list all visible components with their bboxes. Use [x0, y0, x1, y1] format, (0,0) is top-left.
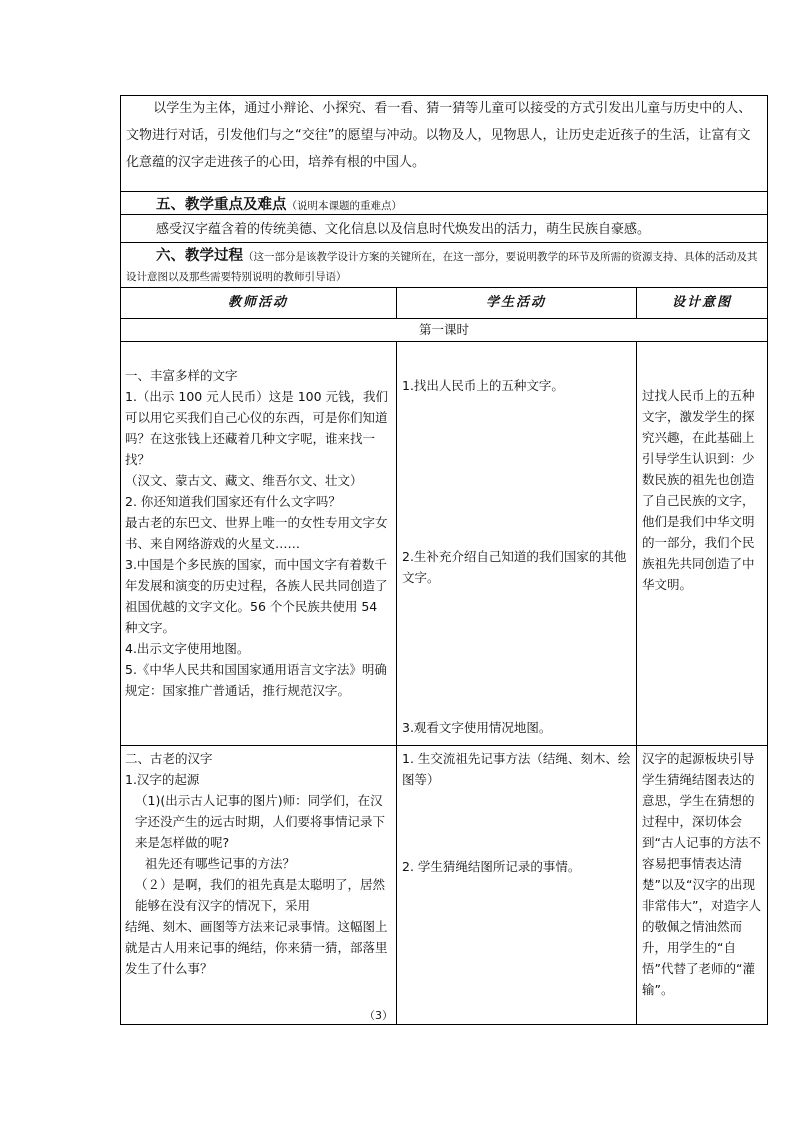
- teacher-line: 结绳、刻木、画图等方法来记录事情。这幅图上就是古人用来记事的绳结，你来猜一猜，部落里发生了什么事？: [125, 919, 388, 976]
- part1-design-intent: 过找人民币上的五种文字，激发学生的探究兴趣，在此基础上引导学生认识到：少数民族的祖先也创造了自己民族的文字，他们是我们中华文明的一部分，我们个民族祖先共同创造了中华文明。: [642, 388, 755, 592]
- intro-paragraph: 以学生为主体，通过小辩论、小探究、看一看、猜一猜等儿童可以接受的方式引发出儿童与历史中的人、文物进行对话，引发他们与之“交往”的愿望与冲动。以物及人，见物思人，让历史走近孩子的生活，让富有文化意蕴的汉字走进孩子的心田，培养有根的中国人。: [126, 101, 752, 170]
- teacher-line: 5.《中华人民共和国国家通用语言文字法》明确规定：国家推广普通话，推行规范汉字。: [125, 662, 387, 698]
- section5-content: 感受汉字蕴含着的传统美德、文化信息以及信息时代焕发出的活力，萌生民族自豪感。: [156, 222, 651, 237]
- section6-title: 六、教学过程: [156, 247, 243, 264]
- teacher-line: 2. 你还知道我们国家还有什么文字吗？: [125, 494, 341, 509]
- teacher-line: （1)(出示古人记事的图片)师：同学们，在汉字还没产生的远古时期，人们要将事情记录下来是怎样做的呢?: [135, 793, 386, 850]
- rule: [120, 214, 768, 215]
- part1-student-step-1: 1.找出人民币上的五种文字。: [402, 378, 564, 393]
- teacher-line: 最古老的东巴文、世界上唯一的女性专用文字女书、来自网络游戏的火星文……: [125, 515, 388, 551]
- teacher-line: 4.出示文字使用地图。: [125, 641, 250, 656]
- teacher-line: 3.中国是个多民族的国家，而中国文字有着数千年发展和演变的历史过程，各族人民共同创造了祖国优越的文字文化。56 个个民族共使用 54 种文字。: [125, 557, 388, 635]
- rule: [120, 242, 768, 243]
- teacher-line: 1.汉字的起源: [125, 772, 200, 787]
- part2-design-intent: 汉字的起源板块引导学生猜绳结图表达的意思，学生在猜想的过程中，深切体会到“古人记事的方法不容易把事情表达清楚”以及“汉字的出现非常伟大”，对造字人的敬佩之情油然而升，用学生的“自悟”代替了老师的“灌输”。: [642, 751, 761, 997]
- part1-student-step-3: 3.观看文字使用情况地图。: [402, 720, 552, 735]
- rule: [120, 341, 768, 342]
- lesson-label: 第一课时: [418, 322, 469, 337]
- part2-teacher-activity: [125, 748, 393, 979]
- part2-student-step-2: 2. 学生猜绳结图所记录的事情。: [402, 859, 581, 874]
- teacher-line: （２）是啊，我们的祖先真是太聪明了，居然能够在没有汉字的情况下，采用: [135, 877, 386, 913]
- part1-teacher-activity: [125, 365, 393, 701]
- header-student-activity: 学生活动: [485, 295, 546, 310]
- teacher-line: 二、古老的汉字: [125, 751, 213, 766]
- part1-student-step-2: 2.生补充介绍自己知道的我们国家的其他文字。: [402, 549, 627, 585]
- section6-heading: [126, 246, 762, 287]
- header-design-intent: 设计意图: [671, 295, 732, 310]
- rule: [120, 1024, 768, 1025]
- teacher-line: 一、丰富多样的文字: [125, 368, 238, 383]
- section5-title: 五、教学重点及难点: [156, 196, 287, 213]
- section6-note: （这一部分是该教学设计方案的关键所在，在这一部分，要说明教学的环节及所需的资源支持、具体的活动及其设计意图以及那些需要特别说明的教师引导语）: [126, 251, 758, 283]
- section5-note: （说明本课题的重难点）: [286, 200, 402, 212]
- lesson-plan-table: [120, 95, 768, 1024]
- rule: [120, 745, 768, 746]
- rule: [120, 95, 121, 1024]
- teacher-line: 1.（出示 100 元人民币）这是 100 元钱，我们可以用它买我们自己心仪的东西，可是你们知道吗？在这张钱上还藏着几种文字呢，谁来找一找？: [125, 389, 389, 467]
- part2-student-step-1: 1. 生交流祖先记事方法（结绳、刻木、绘图等）: [402, 751, 631, 787]
- page-number: （3）: [364, 1009, 393, 1022]
- teacher-line: （汉文、蒙古文、藏文、维吾尔文、壮文）: [125, 473, 363, 488]
- teacher-line: 祖先还有哪些记事的方法？: [145, 856, 296, 871]
- rule: [120, 191, 768, 192]
- section5-heading: [156, 193, 402, 214]
- header-teacher-activity: 教师活动: [227, 295, 288, 310]
- rule: [767, 95, 768, 1024]
- rule: [636, 341, 637, 1024]
- rule: [396, 341, 397, 1024]
